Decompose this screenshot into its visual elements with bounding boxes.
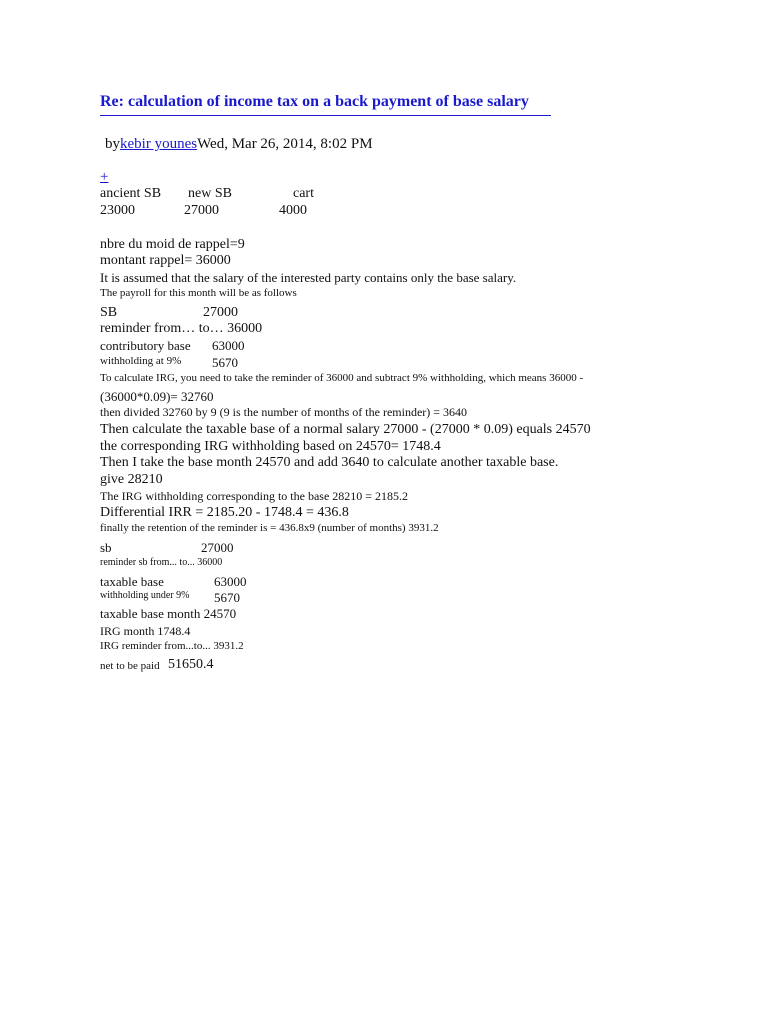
irg-month-line: IRG month 1748.4	[100, 624, 191, 638]
post-title[interactable]: Re: calculation of income tax on a back payment of base salary	[100, 93, 529, 110]
divide-line: then divided 32760 by 9 (9 is the number of months of the reminder) = 3640	[100, 405, 468, 419]
sb2-label: sb	[100, 540, 112, 555]
retention-line: finally the retention of the reminder is = 436.8x9 (number of months) 3931.2	[100, 522, 439, 534]
author-link[interactable]: kebir younes	[120, 136, 198, 152]
reminder-line: reminder from… to… 36000	[100, 321, 263, 336]
differential-line: Differential IRR = 2185.20 - 1748.4 = 436.8	[100, 505, 349, 520]
net-label: net to be paid	[100, 660, 160, 672]
table-value-new-sb: 27000	[184, 203, 219, 218]
byline-prefix: by	[105, 136, 120, 152]
withholding-value: 5670	[212, 355, 238, 370]
withholding-label: withholding at 9%	[100, 355, 182, 367]
amount-line: montant rappel= 36000	[100, 253, 231, 268]
assumption-line: It is assumed that the salary of the interested party contains only the base salary.	[100, 270, 517, 285]
taxable-normal-line: Then calculate the taxable base of a normal salary 27000 - (27000 * 0.09) equals 24570	[100, 422, 591, 437]
give-line: give 28210	[100, 472, 163, 487]
withholding-under-value: 5670	[214, 590, 240, 605]
table-header-new-sb: new SB	[188, 186, 232, 201]
contributory-label: contributory base	[100, 338, 191, 353]
post-date: Wed, Mar 26, 2014, 8:02 PM	[197, 136, 373, 152]
taxable-base-value: 63000	[214, 574, 247, 589]
irg-reminder-line: IRG reminder from...to... 3931.2	[100, 640, 244, 652]
withholding-under-label: withholding under 9%	[100, 590, 190, 601]
irg-corresponding-line: the corresponding IRG withholding based on 24570= 1748.4	[100, 439, 441, 454]
payroll-intro-line: The payroll for this month will be as follows	[100, 287, 297, 299]
calc-irg-line: To calculate IRG, you need to take the reminder of 36000 and subtract 9% withholding, which means 36000 -	[100, 372, 584, 384]
base-month-line: Then I take the base month 24570 and add 3640 to calculate another taxable base.	[100, 455, 559, 470]
taxable-month-line: taxable base month 24570	[100, 606, 237, 621]
title-divider	[100, 115, 551, 116]
months-count-line: nbre du moid de rappel=9	[100, 237, 245, 252]
calc-result-line: (36000*0.09)= 32760	[100, 389, 214, 404]
table-header-cart: cart	[293, 186, 314, 201]
net-value: 51650.4	[168, 657, 214, 672]
contributory-value: 63000	[212, 338, 245, 353]
irg-28210-line: The IRG withholding corresponding to the base 28210 = 2185.2	[100, 489, 409, 503]
sb-value: 27000	[203, 305, 238, 320]
taxable-base-label: taxable base	[100, 574, 164, 589]
expand-link[interactable]: +	[100, 169, 109, 185]
reminder-sb-line: reminder sb from... to... 36000	[100, 557, 223, 568]
post-byline	[105, 136, 373, 153]
table-value-cart: 4000	[279, 203, 307, 218]
sb-label: SB	[100, 305, 118, 320]
table-value-ancient-sb: 23000	[100, 203, 135, 218]
table-header-ancient-sb: ancient SB	[100, 186, 162, 201]
sb2-value: 27000	[201, 540, 234, 555]
